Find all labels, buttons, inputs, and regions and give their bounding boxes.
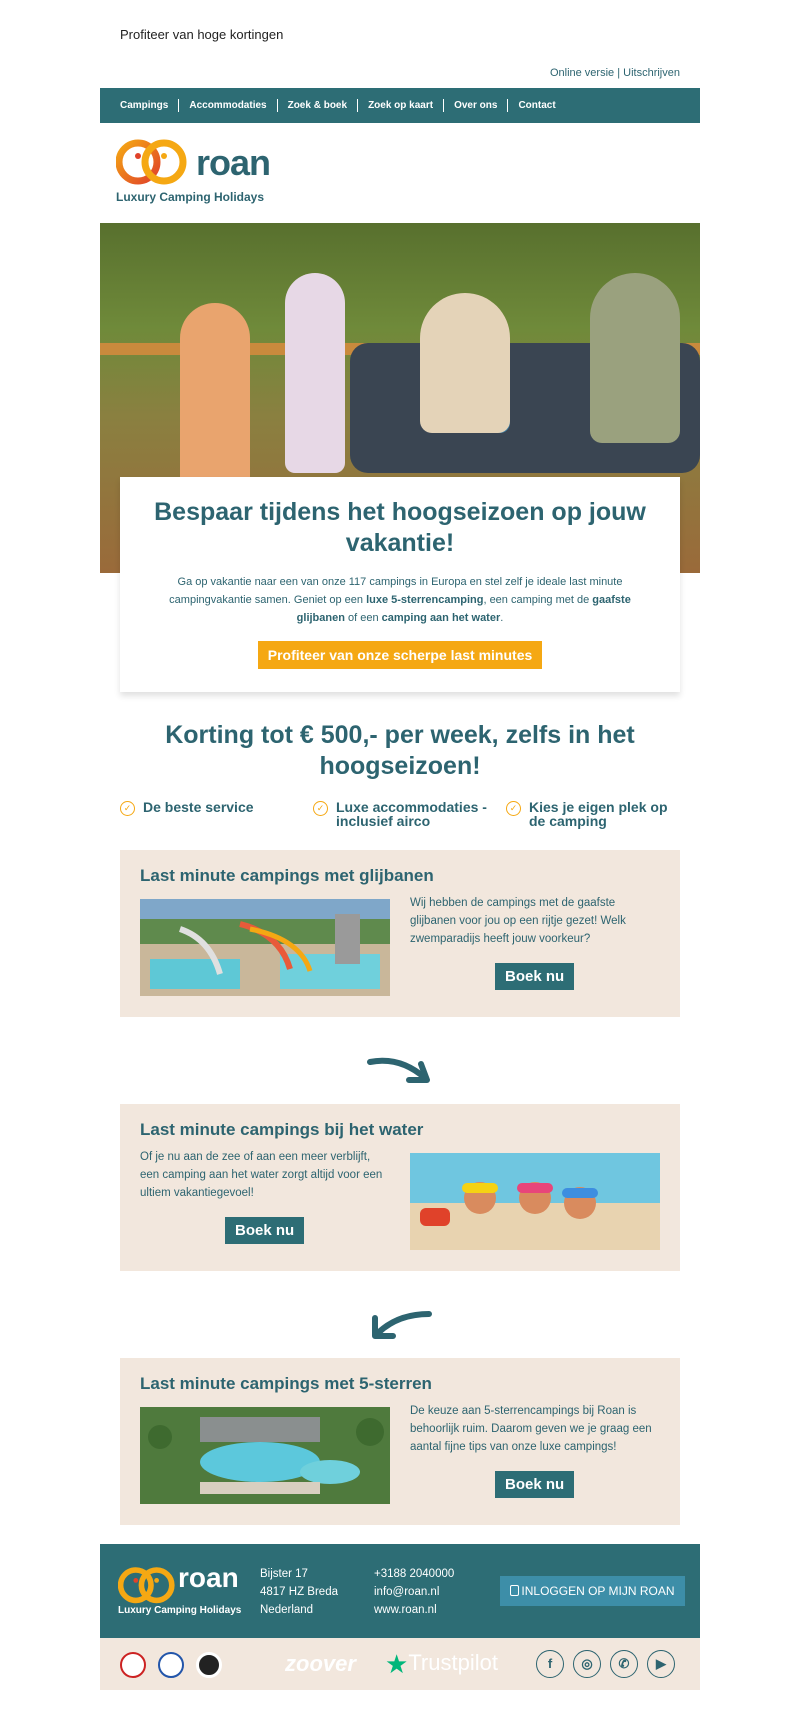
address-city: 4817 HZ Breda — [260, 1586, 338, 1598]
hero-link-water[interactable]: camping aan het water — [381, 612, 501, 624]
campings-5-sterren-block — [120, 1358, 680, 1525]
kids-beach-image[interactable] — [410, 1153, 660, 1250]
facebook-icon[interactable]: f — [536, 1650, 564, 1678]
boek-nu-button[interactable]: Boek nu — [225, 1217, 304, 1244]
address-street: Bijster 17 — [260, 1568, 308, 1580]
hero-text-part: , een camping met de — [483, 594, 593, 606]
unsubscribe-link[interactable]: Uitschrijven — [623, 67, 680, 79]
top-links — [550, 67, 680, 79]
acsi-badge-icon[interactable] — [158, 1652, 184, 1678]
usp-item — [506, 800, 686, 828]
usp-label: De beste service — [143, 799, 254, 815]
trustpilot-label: Trustpilot — [408, 1650, 498, 1675]
block-title: Last minute campings bij het water — [140, 1120, 424, 1139]
nav-item-accommodaties[interactable]: Accommodaties — [179, 99, 277, 112]
discount-headline: Korting tot € 500,- per week, zelfs in het hoogseizoen! — [165, 721, 635, 780]
resort-pool-image[interactable] — [140, 1407, 390, 1504]
logo-tagline: Luxury Camping Holidays — [116, 190, 265, 204]
hero-person-child-1 — [180, 303, 250, 493]
hero-person-man — [590, 273, 680, 443]
block-text: Wij hebben de campings met de gaafste glijbanen voor jou op een rijtje gezet! Welk zwemparadijs heeft jouw voorkeur? — [410, 897, 626, 945]
phone-link[interactable]: +3188 2040000 — [374, 1568, 455, 1580]
website-link[interactable]: www.roan.nl — [374, 1604, 437, 1616]
usp-label: Kies je eigen plek op de camping — [529, 799, 668, 829]
address-country: Nederland — [260, 1604, 314, 1616]
hero-text-part: of een — [344, 612, 382, 624]
lock-icon — [510, 1585, 519, 1596]
hero-link-5-sterren[interactable]: luxe 5-sterrencamping — [366, 594, 484, 606]
anwb-badge-icon[interactable] — [120, 1652, 146, 1678]
roan-logo[interactable] — [116, 138, 286, 208]
main-nav — [100, 88, 700, 123]
last-minutes-cta-button[interactable]: Profiteer van onze scherpe last minutes — [258, 641, 543, 669]
hero-person-woman — [420, 293, 510, 433]
campings-water-block — [120, 1104, 680, 1271]
login-label: INLOGGEN OP MIJN ROAN — [521, 1584, 675, 1598]
usp-item — [313, 800, 493, 828]
hero-text-part: . — [500, 612, 504, 624]
footer-contact — [374, 1565, 454, 1619]
check-icon: ✓ — [313, 801, 328, 816]
arrow-right-icon — [365, 1052, 435, 1088]
zoover-logo[interactable]: zoover — [285, 1651, 356, 1676]
hero-text — [140, 573, 660, 627]
instagram-icon[interactable]: ◎ — [573, 1650, 601, 1678]
block-title: Last minute campings met glijbanen — [140, 866, 434, 885]
preheader-text: Profiteer van hoge kortingen — [120, 27, 284, 42]
footer-logo-wordmark: roan — [178, 1562, 239, 1593]
top-links-separator: | — [617, 67, 621, 79]
nav-item-campings[interactable]: Campings — [110, 99, 179, 112]
usp-item — [120, 800, 300, 816]
check-icon: ✓ — [506, 801, 521, 816]
hero-card — [120, 477, 680, 692]
arrow-left-icon — [365, 1306, 435, 1342]
nav-item-over-ons[interactable]: Over ons — [444, 99, 508, 112]
footer-logo-icon[interactable] — [118, 1566, 176, 1606]
online-version-link[interactable]: Online versie — [549, 67, 615, 79]
partner-bar — [100, 1638, 700, 1690]
block-text: De keuze aan 5-sterrencampings bij Roan is behoorlijk ruim. Daarom geven we je graag een aantal fijne tips van onze luxe campings! — [410, 1405, 652, 1453]
footer-address — [260, 1565, 338, 1619]
hero-link-glijbanen[interactable]: gaafste glijbanen — [296, 594, 631, 624]
usp-label: Luxe accommodaties - inclusief airco — [336, 799, 487, 829]
boek-nu-button[interactable]: Boek nu — [495, 963, 574, 990]
boek-nu-button[interactable]: Boek nu — [495, 1471, 574, 1498]
email-link[interactable]: info@roan.nl — [374, 1586, 440, 1598]
footer — [100, 1544, 700, 1638]
roan-logo-icon — [116, 138, 188, 188]
check-icon: ✓ — [120, 801, 135, 816]
hero-person-child-2 — [285, 273, 345, 473]
nav-item-contact[interactable]: Contact — [518, 100, 556, 111]
hero-text-part: Ga op vakantie naar een van onze 117 campings in Europa en stel zelf je ideale last minute campingvakantie samen. Geniet op een — [169, 576, 623, 606]
trustpilot-star-icon: ★ — [385, 1649, 409, 1679]
waterpark-image[interactable] — [140, 899, 390, 996]
block-title: Last minute campings met 5-sterren — [140, 1374, 432, 1393]
hero-title: Bespaar tijdens het hoogseizoen op jouw vakantie! — [154, 498, 646, 557]
youtube-icon[interactable]: ▶ — [647, 1650, 675, 1678]
logo-wordmark: roan — [196, 142, 271, 183]
campings-glijbanen-block — [120, 850, 680, 1017]
login-my-roan-button[interactable] — [500, 1576, 685, 1606]
whatsapp-icon[interactable]: ✆ — [610, 1650, 638, 1678]
trustpilot-logo[interactable] — [385, 1649, 498, 1680]
block-text: Of je nu aan de zee of aan een meer verblijft, een camping aan het water zorgt altijd voor een ultiem vakantiegevoel! — [140, 1151, 383, 1199]
nav-item-zoek-op-kaart[interactable]: Zoek op kaart — [358, 99, 444, 112]
footer-logo-tagline: Luxury Camping Holidays — [118, 1605, 242, 1616]
award-badge-icon[interactable] — [196, 1652, 222, 1678]
nav-item-zoek-boek[interactable]: Zoek & boek — [278, 99, 358, 112]
